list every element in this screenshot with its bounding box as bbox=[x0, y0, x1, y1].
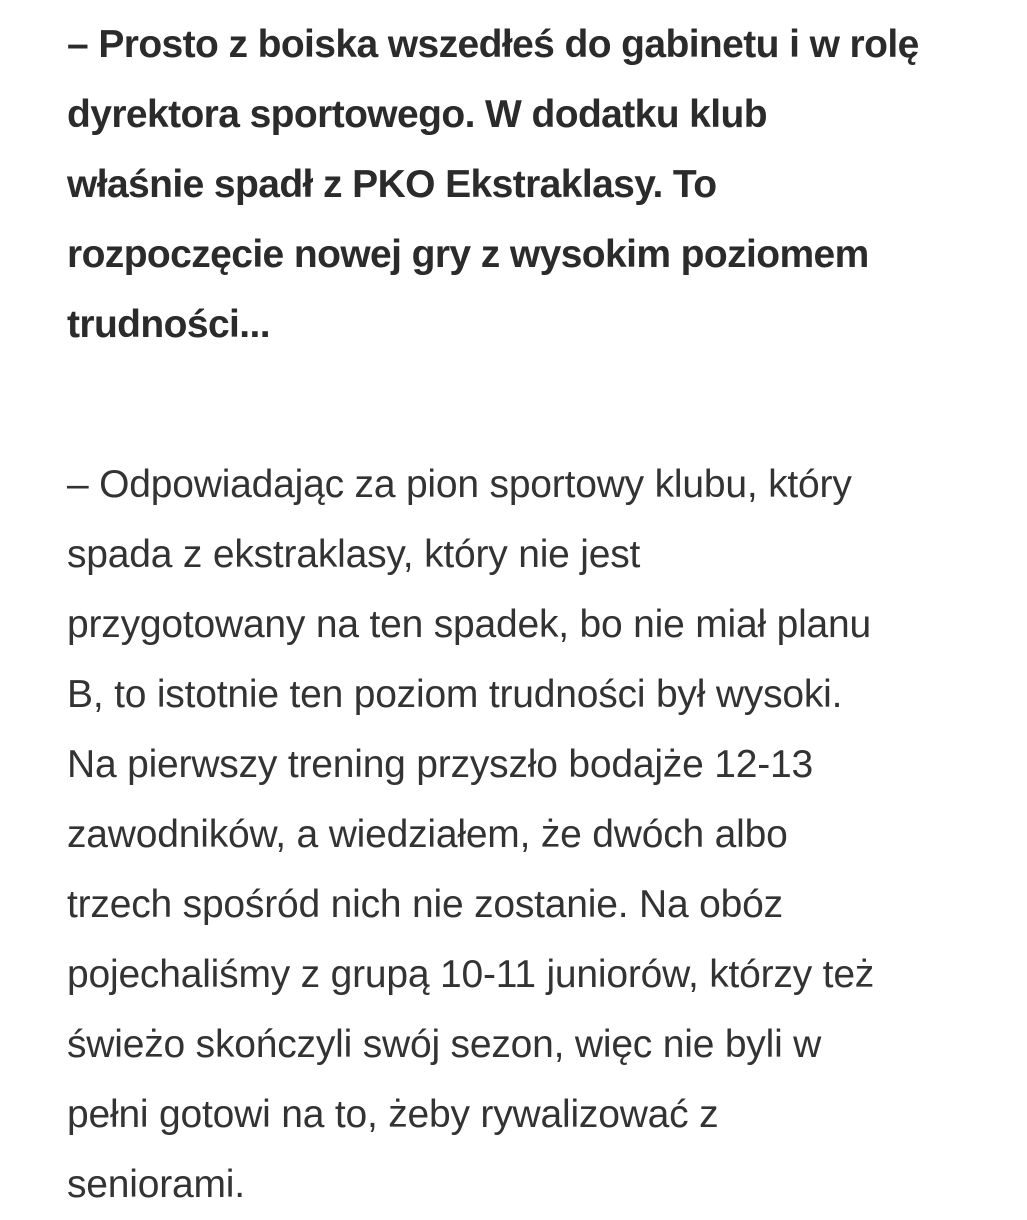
answer-line: seniorami. bbox=[67, 1163, 245, 1206]
answer-line: pełni gotowi na to, żeby rywalizować z bbox=[67, 1093, 719, 1136]
question-line: trudności... bbox=[67, 303, 270, 346]
answer-line: – Odpowiadając za pion sportowy klubu, który bbox=[67, 463, 852, 506]
question-line: właśnie spadł z PKO Ekstraklasy. To bbox=[67, 163, 717, 206]
question-line: – Prosto z boiska wszedłeś do gabinetu i w rolę bbox=[67, 23, 919, 66]
answer-line: B, to istotnie ten poziom trudności był wysoki. bbox=[67, 673, 843, 716]
interview-answer bbox=[67, 450, 967, 1220]
question-line: dyrektora sportowego. W dodatku klub bbox=[67, 93, 767, 136]
answer-line: zawodników, a wiedziałem, że dwóch albo bbox=[67, 813, 788, 856]
answer-line: przygotowany na ten spadek, bo nie miał planu bbox=[67, 603, 872, 646]
question-line: rozpoczęcie nowej gry z wysokim poziomem bbox=[67, 233, 869, 276]
article-body bbox=[67, 0, 967, 1220]
answer-line: Na pierwszy trening przyszło bodajże 12-13 bbox=[67, 743, 813, 786]
answer-line: świeżo skończyli swój sezon, więc nie byli w bbox=[67, 1023, 822, 1066]
answer-line: spada z ekstraklasy, który nie jest bbox=[67, 533, 641, 576]
interview-question bbox=[67, 10, 967, 360]
answer-line: pojechaliśmy z grupą 10-11 juniorów, którzy też bbox=[67, 953, 875, 996]
answer-line: trzech spośród nich nie zostanie. Na obóz bbox=[67, 883, 783, 926]
